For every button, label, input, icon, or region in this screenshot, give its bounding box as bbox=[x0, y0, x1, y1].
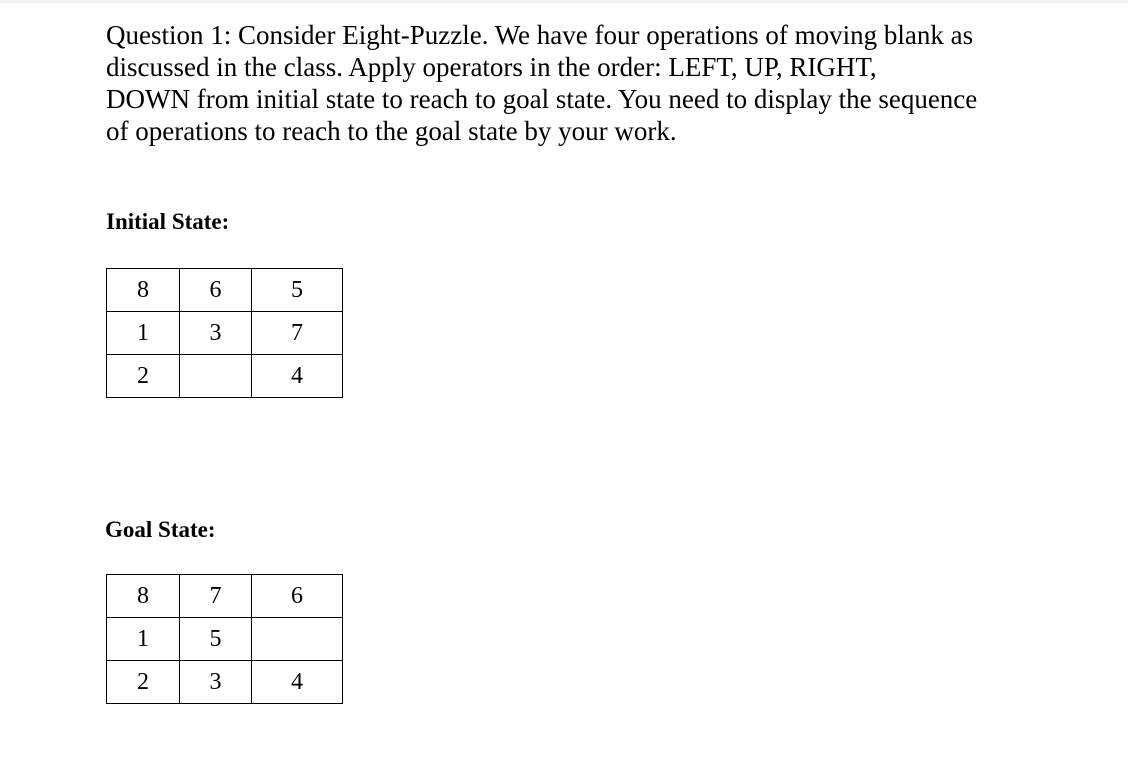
grid-cell: 5 bbox=[180, 618, 252, 661]
grid-row bbox=[107, 355, 343, 398]
grid-row bbox=[107, 661, 343, 704]
grid-row bbox=[107, 312, 343, 355]
grid-cell: 8 bbox=[107, 269, 180, 312]
question-line-1: Question 1: Consider Eight-Puzzle. We have four operations of moving blank as bbox=[106, 20, 974, 50]
grid-cell: 3 bbox=[180, 661, 252, 704]
question-text bbox=[106, 19, 1066, 147]
grid-cell: 7 bbox=[180, 575, 252, 618]
goal-state-label: Goal State: bbox=[105, 517, 216, 542]
top-divider bbox=[0, 0, 1128, 3]
grid-cell: 8 bbox=[107, 575, 180, 618]
question-line-2: discussed in the class. Apply operators in the order: LEFT, UP, RIGHT, bbox=[106, 52, 877, 82]
grid-row bbox=[107, 575, 343, 618]
grid-cell: 2 bbox=[107, 355, 180, 398]
question-line-3: DOWN from initial state to reach to goal state. You need to display the sequence bbox=[106, 84, 978, 114]
grid-cell: 6 bbox=[252, 575, 343, 618]
goal-state-grid bbox=[106, 574, 343, 704]
grid-cell: 4 bbox=[252, 355, 343, 398]
grid-cell: 2 bbox=[107, 661, 180, 704]
initial-state-grid bbox=[106, 268, 343, 398]
grid-cell: 1 bbox=[107, 618, 180, 661]
grid-cell: 6 bbox=[180, 269, 252, 312]
grid-cell: 7 bbox=[252, 312, 343, 355]
grid-row bbox=[107, 269, 343, 312]
grid-cell-blank bbox=[180, 355, 252, 398]
question-line-4: of operations to reach to the goal state by your work. bbox=[106, 116, 677, 146]
grid-row bbox=[107, 618, 343, 661]
grid-cell: 5 bbox=[252, 269, 343, 312]
initial-state-label: Initial State: bbox=[106, 209, 230, 234]
grid-cell: 4 bbox=[252, 661, 343, 704]
grid-cell: 3 bbox=[180, 312, 252, 355]
grid-cell: 1 bbox=[107, 312, 180, 355]
grid-cell-blank bbox=[252, 618, 343, 661]
